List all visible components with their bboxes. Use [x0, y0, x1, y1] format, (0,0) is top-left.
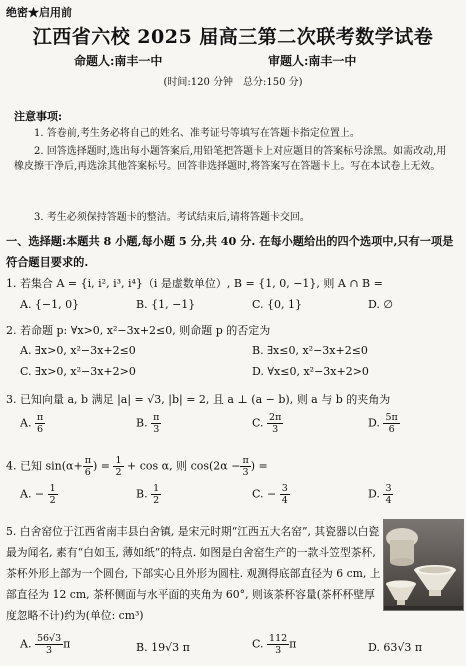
notice-heading: 注意事项:	[14, 110, 63, 123]
q5-option-a-fraction	[35, 633, 63, 656]
q3-option-c	[252, 412, 283, 435]
q3-d-den: 6	[388, 424, 395, 435]
q4-cos2-fraction	[240, 455, 250, 478]
q2-option-a: A. ∃x>0, x²−3x+2≤0	[20, 344, 136, 357]
section-heading: 一、选择题:本题共 8 小题,每小题 5 分,共 40 分. 在每小题给出的四个选项中,只有一项是符合题目要求的.	[6, 234, 454, 269]
secret-label: 绝密★启用前	[6, 6, 72, 19]
q4-half-num: 1	[115, 455, 122, 466]
q5-a-num: 56√3	[36, 633, 62, 644]
author: 命题人:南丰一中	[74, 54, 163, 68]
q4-sin-num: π	[84, 455, 91, 466]
q5-c-den: 3	[275, 645, 282, 656]
q2-option-d: D. ∀x≤0, x²−3x+2>0	[252, 365, 369, 378]
q4-c-num: 3	[281, 483, 288, 494]
notice-item-3: 3. 考生必须保持答题卡的整洁。考试结束后,请将答题卡交回。	[34, 212, 310, 223]
question-5-stem: 5. 白舍窑位于江西省南丰县白舍镇, 是宋元时期“江西五大名窑”, 其瓷器以白瓷最为闻名, 素有“白如玉, 薄如纸”的特点. 如图是白舍窑生产的一款斗笠型茶杯, 茶杯外形上部为一个圆台, 下部实心且外形为圆柱. 观测得底部直径为 6 cm, 上部直径为 12 cm, 茶杯侧面与水平面的夹角为 60°, 则该茶杯容量(茶杯杯壁厚度忽略不计)约为(单位: cm³)	[6, 525, 381, 622]
question-3-stem: 3. 已知向量 a, b 满足 |a| = √3, |b| = 2, 且 a ⊥ (a − b), 则 a 与 b 的夹角为	[6, 393, 391, 406]
q4-option-a	[20, 483, 58, 506]
q5-option-c	[252, 633, 296, 656]
q3-d-num: 5π	[385, 412, 398, 423]
q4-prefix: 4. 已知	[6, 459, 42, 473]
q3-option-b-fraction	[151, 412, 161, 435]
q4-option-b	[136, 483, 161, 506]
q3-c-num: 2π	[269, 412, 282, 423]
q3-option-c-prefix: C.	[252, 416, 264, 430]
q4-d-num: 3	[385, 483, 392, 494]
q4-a-num: 1	[49, 483, 56, 494]
q5-option-a-suffix: π	[63, 637, 71, 651]
q3-b-den: 3	[153, 424, 160, 435]
q1-option-b: B. {1, −1}	[136, 298, 196, 311]
notice-item-1: 1. 答卷前,考生务必将自己的姓名、准考证号等填写在答题卡指定位置上。	[34, 128, 360, 139]
q3-c-den: 3	[272, 424, 279, 435]
q4-half-den: 2	[115, 467, 122, 478]
q4-sin-fraction	[83, 455, 93, 478]
q2-option-c: C. ∃x>0, x²−3x+2>0	[20, 365, 136, 378]
q4-option-d-fraction	[383, 483, 393, 506]
teacup-illustration	[384, 520, 463, 610]
q4-option-d	[368, 483, 393, 506]
q4-option-d-prefix: D.	[368, 487, 380, 501]
q4-c-den: 4	[281, 495, 288, 506]
q4-b-num: 1	[153, 483, 160, 494]
teacup-photo	[383, 519, 464, 611]
q5-option-c-fraction	[267, 633, 289, 656]
q4-option-b-prefix: B.	[136, 487, 148, 501]
q3-option-b-prefix: B.	[136, 416, 148, 430]
q3-option-c-fraction	[267, 412, 283, 435]
q4-cos2-den: 3	[242, 467, 249, 478]
q4-end: ) =	[250, 459, 268, 473]
q3-option-a	[20, 412, 45, 435]
time-info: (时间:120 分钟 总分:150 分)	[163, 77, 303, 88]
q3-option-a-prefix: A.	[20, 416, 32, 430]
q5-option-a	[20, 633, 70, 656]
q1-option-a: A. {−1, 0}	[20, 298, 80, 311]
q5-option-a-prefix: A.	[20, 637, 32, 651]
q4-option-c	[252, 483, 290, 506]
q4-sin-den: 6	[84, 467, 91, 478]
exam-title: 江西省六校 2025 届高三第二次联考数学试卷	[32, 26, 434, 48]
q4-option-b-fraction	[151, 483, 161, 506]
q3-option-d-fraction	[383, 412, 399, 435]
q3-option-a-fraction	[35, 412, 45, 435]
reviewer: 审题人:南丰一中	[268, 54, 357, 68]
q5-option-d: D. 63√3 π	[368, 641, 423, 654]
q4-eq: ) =	[92, 459, 110, 473]
q3-option-d-prefix: D.	[368, 416, 380, 430]
q4-option-a-fraction	[48, 483, 58, 506]
q4-cos2: cos(2α −	[190, 459, 241, 473]
q4-half-fraction	[113, 455, 123, 478]
q5-c-num: 112	[269, 633, 288, 644]
q3-b-num: π	[153, 412, 160, 423]
q3-a-den: 6	[37, 424, 44, 435]
q4-cos: + cos α, 则	[127, 459, 188, 473]
q4-option-c-prefix: C. −	[252, 487, 277, 501]
notice-item-2: 2. 回答选择题时,选出每小题答案后,用铅笔把答题卡上对应题目的答案标号涂黑。如需改动,用橡皮擦干净后,再选涂其他答案标号。回答非选择题时,将答案写在答题卡上。写在本试卷上无效。	[14, 146, 447, 172]
q4-d-den: 4	[385, 495, 392, 506]
q5-option-c-prefix: C.	[252, 637, 264, 651]
q4-cos2-num: π	[242, 455, 249, 466]
q4-sin: sin(α+	[45, 459, 83, 473]
q4-a-den: 2	[49, 495, 56, 506]
question-2-stem: 2. 若命题 p: ∀x>0, x²−3x+2≤0, 则命题 p 的否定为	[6, 324, 271, 337]
question-4-stem	[6, 455, 460, 478]
question-1-stem: 1. 若集合 A = {i, i², i³, i⁴}（i 是虚数单位）, B = {1, 0, −1}, 则 A ∩ B =	[6, 277, 383, 290]
q3-option-d	[368, 412, 400, 435]
q4-option-a-prefix: A. −	[20, 487, 45, 501]
q5-option-c-suffix: π	[289, 637, 297, 651]
q3-a-num: π	[36, 412, 44, 423]
q4-b-den: 2	[153, 495, 160, 506]
q1-option-d: D. ∅	[368, 298, 394, 311]
q1-option-c: C. {0, 1}	[252, 298, 303, 311]
q3-option-b	[136, 412, 161, 435]
q4-option-c-fraction	[280, 483, 290, 506]
q5-a-den: 3	[46, 645, 53, 656]
q2-option-b: B. ∃x≤0, x²−3x+2≤0	[252, 344, 368, 357]
q5-option-b: B. 19√3 π	[136, 641, 190, 654]
